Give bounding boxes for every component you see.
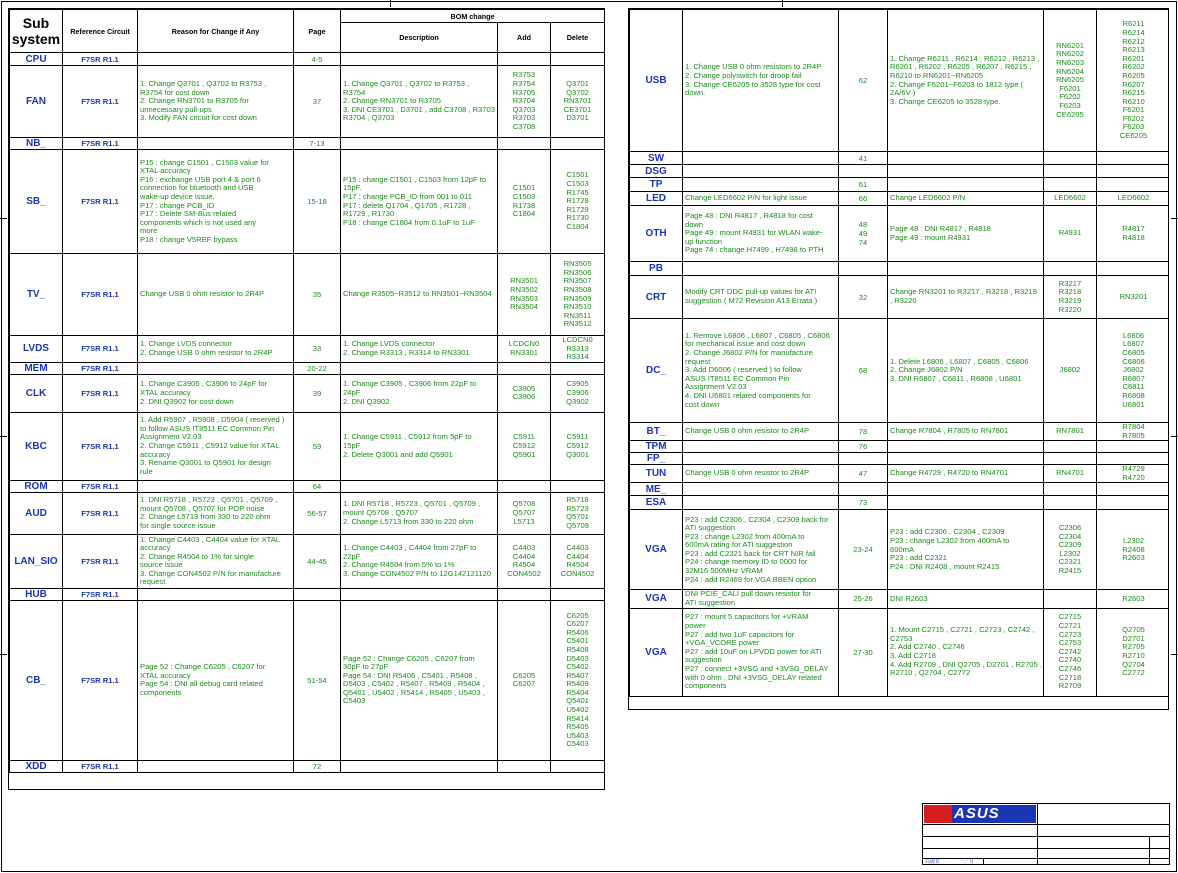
delete-cell: Q3701 Q3702 RN3701 CE3701 D3701 [551, 66, 605, 138]
description-cell [888, 165, 1044, 178]
reason-cell [138, 138, 294, 150]
add-cell: C3905 C3906 [498, 374, 551, 412]
page-cell: 47 [839, 465, 888, 483]
page-cell: 73 [839, 496, 888, 510]
footer-left-label: 高層頁 [925, 859, 941, 865]
sub-system-cell: VGA [630, 608, 683, 696]
left-change-table [8, 8, 605, 790]
table-row [10, 362, 605, 374]
delete-cell: C3905 C3906 Q3902 [551, 374, 605, 412]
delete-cell [1097, 453, 1170, 465]
add-cell [1044, 496, 1097, 510]
description-cell: Change R7804 , R7805 to RN7801 [888, 423, 1044, 441]
page-cell: 72 [294, 760, 341, 772]
page-cell: 32 [839, 276, 888, 319]
ref-circuit-cell: F7SR R1.1 [63, 600, 138, 760]
delete-cell [1097, 441, 1170, 453]
border-tick [0, 654, 7, 655]
footer-right-label: 一／月 [959, 859, 975, 865]
add-cell [498, 760, 551, 772]
sub-system-cell: SW [630, 152, 683, 165]
border-tick [1171, 654, 1178, 655]
reason-cell: 1. DNI R5718 , R5723 , Q5701 , Q5709 , mount Q5708 , Q5707 for POP noise 2. Change L5713 from 330 to 220 ohm for single source issue [138, 492, 294, 534]
add-cell: LED6602 [1044, 192, 1097, 206]
add-cell [1044, 178, 1097, 192]
add-cell [498, 480, 551, 492]
reason-cell: 1. Remove L6806 , L6807 , C6805 , C6806 for mechanical issue and cost down 2. Change J6802 P/N for manufacture request 3. Add D6006 ( reserved ) to follow ASUS IT8511 EC Common Pin Assignment V2.03 4. DNI U6801 related components for cost down [683, 319, 839, 423]
page-cell: 56-57 [294, 492, 341, 534]
add-cell [1044, 483, 1097, 496]
table-row [630, 496, 1170, 510]
table-row [10, 254, 605, 336]
ref-circuit-cell: F7SR R1.1 [63, 66, 138, 138]
sub-system-cell: BT_ [630, 423, 683, 441]
reason-cell [138, 480, 294, 492]
ref-circuit-cell: F7SR R1.1 [63, 362, 138, 374]
page-cell: 33 [294, 336, 341, 363]
description-cell [341, 760, 498, 772]
delete-cell: LED6602 [1097, 192, 1170, 206]
sub-system-cell: DC_ [630, 319, 683, 423]
description-cell: 1. Change LVDS connector 2. Change R3313 , R3314 to RN3301 [341, 336, 498, 363]
sub-system-cell: VGA [630, 510, 683, 590]
reason-cell: Page 48 : DNI R4817 , R4818 for cost down Page 49 : mount R4931 for WLAN wake- up function Page 74 : change H7499 , H7498 to PTH [683, 206, 839, 262]
description-cell: Page 48 : DNI R4817 , R4818 Page 49 : mount R4931 [888, 206, 1044, 262]
ref-circuit-cell: F7SR R1.1 [63, 412, 138, 480]
description-cell: 1. Change R6211 , R6214 , R6212 , R6213 , R6201 , R6202 , R6205 , R6207 , R6215 , R6210 to RN6201~RN6205 2. Change F6201~F6203 to 1812 type ( 2A/6V ) 3. Change CE6205 to 3528 type. [888, 10, 1044, 152]
add-cell [1044, 262, 1097, 276]
ref-circuit-cell: F7SR R1.1 [63, 588, 138, 600]
delete-cell: L6806 L6807 C6805 C6806 J6802 R6807 C6811 R6808 U6801 [1097, 319, 1170, 423]
delete-cell: LCDCN0 R3313 R3314 [551, 336, 605, 363]
table-row [10, 492, 605, 534]
delete-cell: C6205 C6207 R5406 C5401 R5408 D5403 C5402 R5407 R5409 R5404 Q5401 U5402 R5414 R5405 U5403 C5403 [551, 600, 605, 760]
add-cell [1044, 152, 1097, 165]
reason-cell: 1. Change C4403 , C4404 value for XTAL accuracy 2. Change R4504 to 1% for single source issue 3. Change CON4502 P/N for manufacture request [138, 534, 294, 588]
table-row [630, 483, 1170, 496]
delete-cell [1097, 152, 1170, 165]
page-cell [839, 262, 888, 276]
sub-system-cell: CRT [630, 276, 683, 319]
delete-cell: R7804 R7805 [1097, 423, 1170, 441]
page-cell: 39 [294, 374, 341, 412]
description-cell [888, 441, 1044, 453]
delete-cell: RN3201 [1097, 276, 1170, 319]
reason-cell [683, 152, 839, 165]
description-cell [341, 480, 498, 492]
reason-cell: Page 52 : Change C6205 , C6207 for XTAL accuracy Page 54 : DNI all debug card related components [138, 600, 294, 760]
description-cell: 1. Change C4403 , C4404 from 27pF to 22pF 2. Change R4504 from 5% to 1% 3. Change CON4502 P/N to 12G142121120 [341, 534, 498, 588]
table-row [10, 480, 605, 492]
sub-system-cell: HUB [10, 588, 63, 600]
page-cell: 76 [839, 441, 888, 453]
add-cell: J6802 [1044, 319, 1097, 423]
page-cell: 20-22 [294, 362, 341, 374]
sub-system-cell: FAN [10, 66, 63, 138]
reason-cell: Change USB 0 ohm resistor to 2R4P [683, 465, 839, 483]
sub-system-cell: DSG [630, 165, 683, 178]
description-cell: Change R4729 , R4720 to RN4701 [888, 465, 1044, 483]
sub-system-cell: LAN_SIO [10, 534, 63, 588]
description-cell [341, 588, 498, 600]
table-row [10, 760, 605, 772]
page-cell: 23-24 [839, 510, 888, 590]
delete-cell [551, 588, 605, 600]
table-row [630, 590, 1170, 608]
description-cell: DNI R2603 [888, 590, 1044, 608]
page-cell: 35 [294, 254, 341, 336]
page-cell [839, 165, 888, 178]
delete-cell [1097, 483, 1170, 496]
page-cell: 44-45 [294, 534, 341, 588]
add-cell: C1501 C1503 R1738 C1804 [498, 150, 551, 254]
add-cell: Q5708 Q5707 L5713 [498, 492, 551, 534]
border-tick [0, 218, 7, 219]
title-block [922, 803, 1170, 865]
delete-cell: R4817 R4818 [1097, 206, 1170, 262]
delete-cell [1097, 165, 1170, 178]
page-cell: 37 [294, 66, 341, 138]
table-row [10, 534, 605, 588]
page-cell: 62 [839, 10, 888, 152]
ref-circuit-cell: F7SR R1.1 [63, 480, 138, 492]
page-cell: 64 [294, 480, 341, 492]
description-cell: 1. Change C5911 , C5912 from 5pF to 15pF 2. Delete Q3001 and add Q5901 [341, 412, 498, 480]
table-row [10, 588, 605, 600]
table-row [10, 412, 605, 480]
delete-cell: C4403 C4404 R4504 CON4502 [551, 534, 605, 588]
description-cell [888, 453, 1044, 465]
reason-cell: 1. Change USB 0 ohm resistors to 2R4P 2. Change polyswitch for droop fail 3. Change CE6205 to 3528 type for cost down. [683, 10, 839, 152]
sub-system-cell: CPU [10, 53, 63, 66]
reason-cell [138, 362, 294, 374]
table-row [630, 465, 1170, 483]
add-cell [498, 53, 551, 66]
reason-cell [138, 588, 294, 600]
description-cell: Change RN3201 to R3217 , R3218 , R3219 , R3220 [888, 276, 1044, 319]
page-cell [294, 588, 341, 600]
description-cell [341, 138, 498, 150]
page-cell: 4-5 [294, 53, 341, 66]
reason-cell: 1. Add R5907 , R5908 , D5904 ( reserved ) to follow ASUS IT8511 EC Common Pin Assignment V2.03 2. Change C5911 , C5912 value for XTAL accuracy 3. Rename Q3001 to Q5901 for design rule [138, 412, 294, 480]
sub-system-cell: TPM [630, 441, 683, 453]
add-cell: R3753 R3754 R3705 R3704 Q3703 R3703 C3708 [498, 66, 551, 138]
reason-cell [683, 453, 839, 465]
reason-cell [683, 165, 839, 178]
border-tick [1171, 436, 1178, 437]
description-cell [341, 53, 498, 66]
delete-cell [1097, 178, 1170, 192]
delete-cell [1097, 262, 1170, 276]
ref-circuit-cell: F7SR R1.1 [63, 138, 138, 150]
page-cell: 15-18 [294, 150, 341, 254]
table-row [630, 608, 1170, 696]
add-cell [1044, 590, 1097, 608]
description-cell: P23 : add C2306 , C2304 , C2309 P23 : change L2302 from 400mA to 600mA P23 : add C2321 P24 : DNI R2408 , mount R2415 [888, 510, 1044, 590]
reason-cell [138, 53, 294, 66]
sub-system-cell: NB_ [10, 138, 63, 150]
reason-cell: 1. Change C3905 , C3906 to 24pF for XTAL accuracy 2. DNI Q3902 for cost down [138, 374, 294, 412]
delete-cell [551, 760, 605, 772]
add-cell: R3217 R3218 R3219 R3220 [1044, 276, 1097, 319]
description-cell [888, 262, 1044, 276]
table-row [10, 150, 605, 254]
description-cell [888, 178, 1044, 192]
sub-system-cell: VGA [630, 590, 683, 608]
table-row [630, 152, 1170, 165]
table-row [630, 453, 1170, 465]
reason-cell: 1. Change Q3701 , Q3702 to R3753 , R3754 for cost down 2. Change RN3701 to R3705 for unnecessary pull-ups 3. Modify FAN circuit for cost down [138, 66, 294, 138]
description-cell: 1. Mount C2715 , C2721 , C2723 , C2742 , C2753 2. Add C2740 , C2746 3. Add C2718 4. Add R2709 , DNI Q2705 , D2701 , R2705 , R2710 , Q2704 , C2772 [888, 608, 1044, 696]
reason-cell: P27 : mount 5 capacitors for +VRAM power P27 : add two 1uF capacitors for +VGA_VCORE power P27 : add 10uF on LPVDD power for ATI suggestion P27 : connect +3VSG and +3VSG_DELAY with 0 ohm , DNI +3VSG_DELAY related components [683, 608, 839, 696]
description-cell [888, 483, 1044, 496]
sub-system-cell: ROM [10, 480, 63, 492]
delete-cell: RN3505 RN3506 RN3507 RN3508 RN3509 RN3510 RN3511 RN3512 [551, 254, 605, 336]
delete-cell: C1501 C1503 R1745 R1728 R1729 R1730 C1804 [551, 150, 605, 254]
page-cell: 41 [839, 152, 888, 165]
add-cell: C5911 C5912 Q5901 [498, 412, 551, 480]
ref-circuit-cell: F7SR R1.1 [63, 254, 138, 336]
description-cell: Change LED6602 P/N [888, 192, 1044, 206]
page-cell [839, 453, 888, 465]
description-cell [341, 362, 498, 374]
page-cell: 48 49 74 [839, 206, 888, 262]
page-cell: 61 [839, 178, 888, 192]
delete-cell [551, 53, 605, 66]
page-cell: 7-13 [294, 138, 341, 150]
delete-cell: L2302 R2408 R2603 [1097, 510, 1170, 590]
table-row [630, 319, 1170, 423]
page-cell: 27-30 [839, 608, 888, 696]
sub-system-cell: PB [630, 262, 683, 276]
page-cell: 78 [839, 423, 888, 441]
add-cell [498, 588, 551, 600]
sub-system-cell: AUD [10, 492, 63, 534]
delete-cell: C5911 C5912 Q3001 [551, 412, 605, 480]
ref-circuit-cell: F7SR R1.1 [63, 760, 138, 772]
reason-cell: Modify CRT DDC pull-up values for ATI suggestion ( M72 Revision A13 Errata ) [683, 276, 839, 319]
sub-system-header: Sub system [10, 10, 63, 53]
sub-system-cell: ME_ [630, 483, 683, 496]
delete-cell [1097, 496, 1170, 510]
add-cell [498, 362, 551, 374]
table-row [10, 53, 605, 66]
reason-header: Reason for Change if Any [138, 10, 294, 53]
delete-cell: R2603 [1097, 590, 1170, 608]
right-change-table [628, 8, 1169, 710]
delete-cell: R4729 R4720 [1097, 465, 1170, 483]
sub-system-cell: OTH [630, 206, 683, 262]
reason-cell [683, 441, 839, 453]
description-cell: 1. Delete L6806 , L6807 , C6805 , C6806 2. Change J6802 P/N 3. DNI R6807 , C6811 , R6808 , U6801 [888, 319, 1044, 423]
sub-system-cell: CB_ [10, 600, 63, 760]
border-tick [782, 0, 783, 7]
add-header: Add [498, 23, 551, 53]
page-header: Page [294, 10, 341, 53]
sub-system-cell: MEM [10, 362, 63, 374]
ref-circuit-cell: F7SR R1.1 [63, 534, 138, 588]
description-header: Description [341, 23, 498, 53]
ref-circuit-cell: F7SR R1.1 [63, 374, 138, 412]
add-cell [1044, 453, 1097, 465]
table-row [630, 192, 1170, 206]
delete-cell [551, 362, 605, 374]
delete-cell: R6211 R6214 R6212 R6213 R6201 R6202 R6205 R6207 R6215 R6210 F6201 F6202 F6203 CE6205 [1097, 10, 1170, 152]
table-row [630, 423, 1170, 441]
table-row [10, 336, 605, 363]
page-cell [839, 483, 888, 496]
reason-cell: P15 : change C1501 , C1503 value for XTAL accuracy P16 : exchange USB port 4 & port 6 connection for bluetooth and USB wake-up device issue. P17 : change PCB_ID P17 : Delete SM-Bus related components which is not used any more P18 : change V5REF bypass [138, 150, 294, 254]
sub-system-cell: USB [630, 10, 683, 152]
table-row [630, 10, 1170, 152]
ref-circuit-cell: F7SR R1.1 [63, 336, 138, 363]
add-cell: RN6201 RN6202 RN6203 RN6204 RN6205 F6201 F6202 F6203 CE6205 [1044, 10, 1097, 152]
bom-change-header: BOM change [341, 10, 605, 23]
reason-cell: Change USB 0 ohm resistor to 2R4P [683, 423, 839, 441]
add-cell: C2306 C2304 C2309 L2302 C2321 R2415 [1044, 510, 1097, 590]
sub-system-cell: TV_ [10, 254, 63, 336]
ref-circuit-header: Reference Circuit [63, 10, 138, 53]
border-tick [1171, 218, 1178, 219]
sub-system-cell: FP_ [630, 453, 683, 465]
sub-system-cell: LED [630, 192, 683, 206]
asus-logo: ASUS [924, 805, 1036, 823]
sub-system-cell: TP [630, 178, 683, 192]
add-cell: C4403 C4404 R4504 CON4502 [498, 534, 551, 588]
table-row [10, 374, 605, 412]
page-cell: 25-26 [839, 590, 888, 608]
page-cell: 51-54 [294, 600, 341, 760]
table-row [10, 600, 605, 760]
delete-cell [551, 138, 605, 150]
delete-cell: Q2705 D2701 R2705 R2710 Q2704 C2772 [1097, 608, 1170, 696]
reason-cell [683, 483, 839, 496]
delete-header: Delete [551, 23, 605, 53]
ref-circuit-cell: F7SR R1.1 [63, 492, 138, 534]
table-row [630, 441, 1170, 453]
add-cell [1044, 441, 1097, 453]
sub-system-cell: SB_ [10, 150, 63, 254]
delete-cell [551, 480, 605, 492]
reason-cell [683, 496, 839, 510]
description-cell: P15 : change C1501 , C1503 from 12pF to 15pF. P17 : change PCB_ID from 001 to 011 P17 : delete Q1704 , Q1705 , R1728 , R1729 , R1730 P18 : change C1804 from 0.1uF to 1uF [341, 150, 498, 254]
table-row [630, 276, 1170, 319]
table-row [630, 262, 1170, 276]
reason-cell [683, 178, 839, 192]
reason-cell: Change LED6602 P/N for light issue [683, 192, 839, 206]
page-cell: 59 [294, 412, 341, 480]
table-row [630, 206, 1170, 262]
add-cell: R4931 [1044, 206, 1097, 262]
add-cell: C2715 C2721 C2723 C2753 C2742 C2740 C2746 C2718 R2709 [1044, 608, 1097, 696]
sub-system-cell: LVDS [10, 336, 63, 363]
sub-system-cell: CLK [10, 374, 63, 412]
description-cell: Page 52 : Change C6205 , C6207 from 30pF to 27pF Page 54 : DNI R5406 , C5401 , R5408 , D5403 , C5402 , R5407 , R5409 , R5404 , Q5401 , U5402 , R5414 , R5405 , U5403 , C5403 [341, 600, 498, 760]
ref-circuit-cell: F7SR R1.1 [63, 150, 138, 254]
delete-cell: R5718 R5723 Q5701 Q5709 [551, 492, 605, 534]
reason-cell: DNI PCIE_CALI pull down resistor for ATI suggestion [683, 590, 839, 608]
table-row [630, 178, 1170, 192]
description-cell: 1. Change Q3701 , Q3702 to R3753 , R3754 2. Change RN3701 to R3705 3. DNI CE3701 , D3701 , add C3708 , R3703 R3704 , Q3703 [341, 66, 498, 138]
border-tick [0, 436, 7, 437]
description-cell: 1. Change C3905 , C3906 from 22pF to 24pF 2. DNI Q3902 [341, 374, 498, 412]
page-cell: 68 [839, 319, 888, 423]
add-cell [1044, 165, 1097, 178]
add-cell [498, 138, 551, 150]
sub-system-cell: KBC [10, 412, 63, 480]
description-cell: 1. DNI R5718 , R5723 , Q5701 , Q5709 , mount Q5708 , Q5707 2. Change L5713 from 330 to 220 ohm [341, 492, 498, 534]
table-row [630, 165, 1170, 178]
reason-cell [138, 760, 294, 772]
sub-system-cell: ESA [630, 496, 683, 510]
table-row [630, 510, 1170, 590]
sub-system-cell: XDD [10, 760, 63, 772]
table-row [10, 66, 605, 138]
page-cell: 66 [839, 192, 888, 206]
description-cell [888, 496, 1044, 510]
reason-cell [683, 262, 839, 276]
description-cell: Change R3505~R3512 to RN3501~RN3504 [341, 254, 498, 336]
border-tick [390, 0, 391, 7]
add-cell: RN4701 [1044, 465, 1097, 483]
add-cell: RN7801 [1044, 423, 1097, 441]
reason-cell: P23 : add C2306 , C2304 , C2309 back for ATI suggestion P23 : change L2302 from 400mA to 600mA rating for ATI suggestion P23 : add C2321 back for CRT NIR fail P24 : change memory ID to 0000 for 32M16 500MHz VRAM P24 : add R2469 for VGA BBEN option [683, 510, 839, 590]
add-cell: C6205 C6207 [498, 600, 551, 760]
description-cell [888, 152, 1044, 165]
add-cell: LCDCN0 RN3301 [498, 336, 551, 363]
table-row [10, 138, 605, 150]
add-cell: RN3501 RN3502 RN3503 RN3504 [498, 254, 551, 336]
reason-cell: 1. Change LVDS connector 2. Change USB 0 ohm resistor to 2R4P [138, 336, 294, 363]
ref-circuit-cell: F7SR R1.1 [63, 53, 138, 66]
reason-cell: Change USB 0 ohm resistor to 2R4P [138, 254, 294, 336]
sub-system-cell: TUN [630, 465, 683, 483]
